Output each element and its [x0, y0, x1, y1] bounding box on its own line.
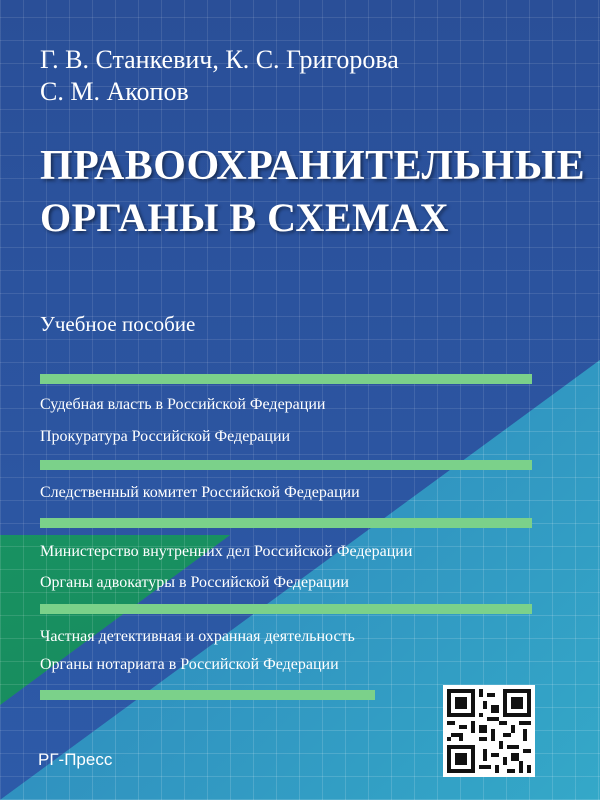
topic-item: Следственный комитет Российской Федерации	[40, 484, 360, 501]
book-title	[40, 140, 586, 244]
topic-item: Органы нотариата в Российской Федерации	[40, 656, 339, 673]
divider-bar-3	[40, 518, 532, 528]
title-line-1: ПРАВООХРАНИТЕЛЬНЫЕ	[40, 143, 586, 189]
topic-item: Частная детективная и охранная деятельность	[40, 628, 355, 645]
topic-item: Министерство внутренних дел Российской Федерации	[40, 543, 413, 560]
author-line-1: Г. В. Станкевич, К. С. Григорова	[40, 45, 399, 74]
divider-bar-4	[40, 604, 532, 614]
divider-bar-2	[40, 460, 532, 470]
subtitle: Учебное пособие	[40, 312, 196, 336]
author-line-2: С. М. Акопов	[40, 77, 189, 106]
publisher-name: РГ-Пресс	[38, 750, 113, 769]
topic-item: Органы адвокатуры в Российской Федерации	[40, 574, 349, 591]
title-line-2: ОРГАНЫ В СХЕМАХ	[40, 195, 450, 240]
divider-bar-5	[40, 690, 375, 700]
authors	[40, 44, 399, 108]
qr-code-icon	[443, 685, 535, 777]
topic-item: Судебная власть в Российской Федерации	[40, 396, 326, 413]
divider-bar-1	[40, 374, 532, 384]
topic-item: Прокуратура Российской Федерации	[40, 428, 291, 445]
